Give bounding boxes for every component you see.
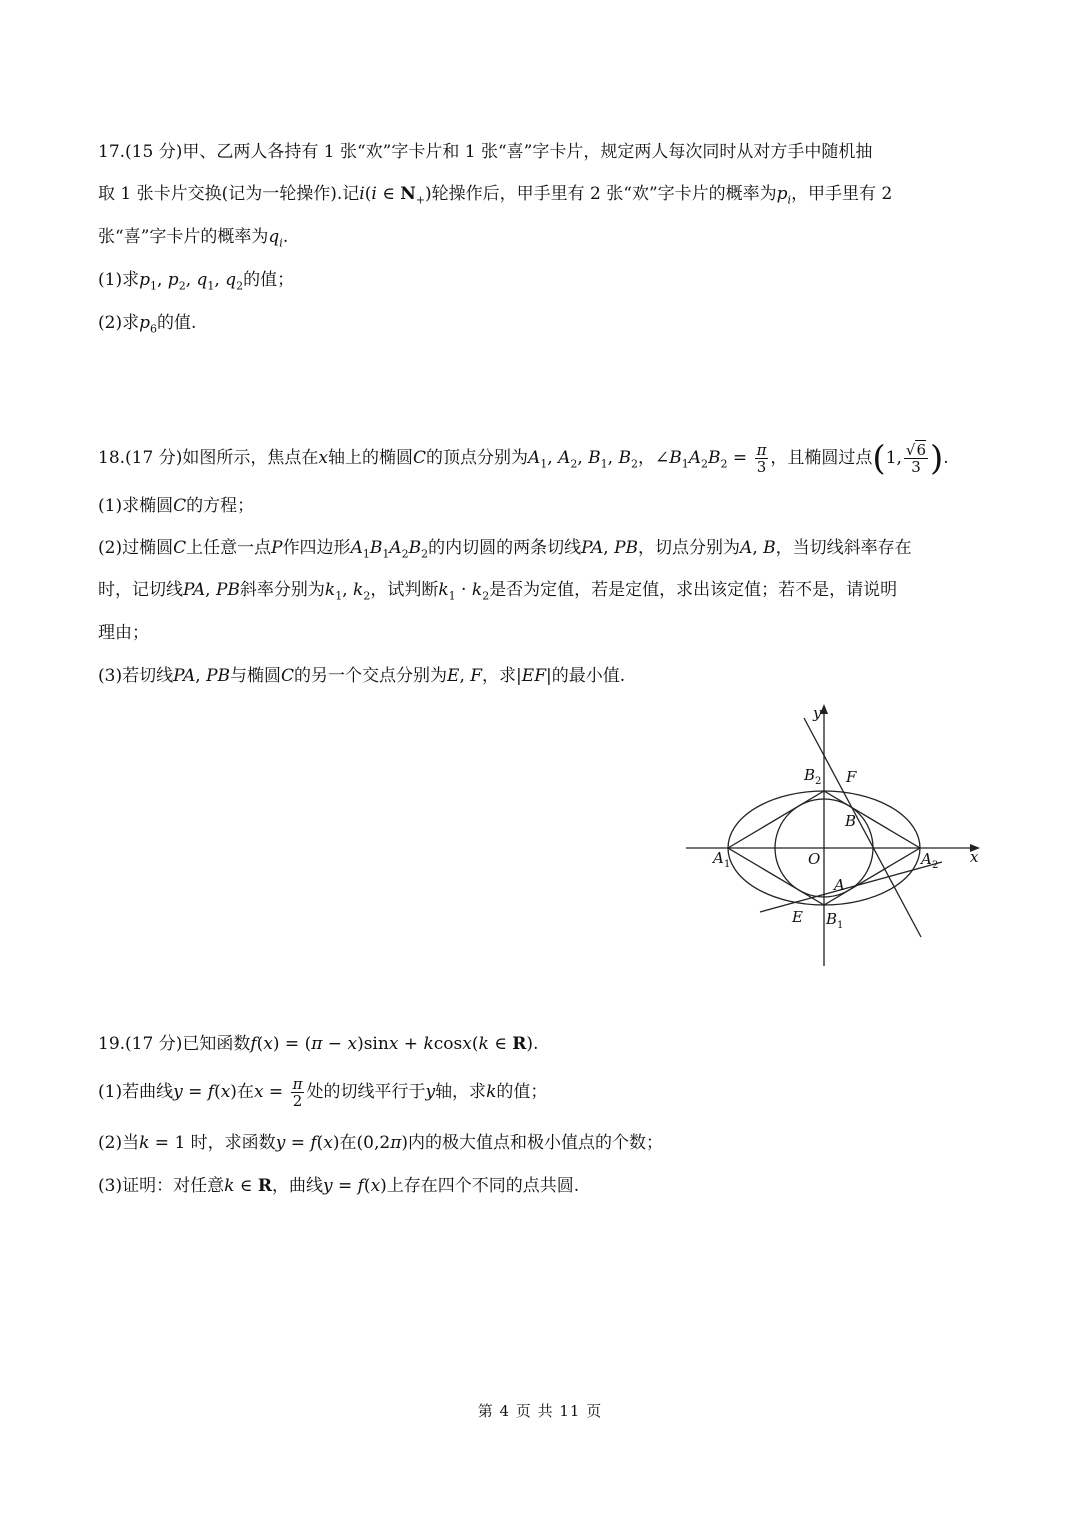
svg-text:F: F bbox=[846, 768, 857, 786]
q19-score: (17 分) bbox=[125, 1034, 183, 1054]
q18-line1: 18.(17 分)如图所示，焦点在x轴上的椭圆C的顶点分别为$A_1$, $A_2$, $B_1$, $B_2$，$\angle B_1A_2B_2$ = $\frac{\pi}{3}$ ，且椭圆过点(1, $\frac{√6}{3}$ ). bbox=[98, 438, 949, 479]
q18-score: (17 分) bbox=[125, 448, 183, 468]
svg-text:1: 1 bbox=[724, 859, 731, 870]
q17-number: 17. bbox=[98, 142, 126, 162]
q17-line2: 取 1 张卡片交换(记为一轮操作).记i(i ∈ $N_+$)轮操作后，甲手里有 2 张“欢”字卡片的概率为$p_i$，甲手里有 2 bbox=[98, 184, 893, 207]
svg-text:x: x bbox=[970, 848, 979, 866]
q19-number: 19. bbox=[98, 1034, 126, 1054]
svg-text:B: B bbox=[845, 812, 857, 830]
svg-text:A: A bbox=[713, 849, 724, 867]
tangent-line-pa bbox=[760, 862, 942, 912]
svg-text:y: y bbox=[813, 704, 822, 722]
q18-part2-line3: 理由； bbox=[98, 623, 149, 643]
q17-line1: 17.(15 分)甲、乙两人各持有 1 张“欢”字卡片和 1 张“喜”字卡片，规定两人每次同时从对方手中随机抽 bbox=[98, 142, 873, 162]
ellipse-figure bbox=[680, 700, 990, 970]
q18-part2: (2)过椭圆C上任意一点P作四边形$A_1B_1A_2B_2$的内切圆的两条切线PA, PB，切点分别为A, B，当切线斜率存在 bbox=[98, 538, 912, 561]
q17-part1: (1)求$p_1$, $p_2$, $q_1$, $q_2$的值； bbox=[98, 270, 295, 293]
svg-text:B: B bbox=[804, 766, 816, 784]
svg-text:1: 1 bbox=[837, 920, 844, 931]
q19-part1: (1)若曲线y = f(x)在x = $\frac{\pi}{2}$ 处的切线平行于y轴，求k的值； bbox=[98, 1075, 548, 1110]
svg-text:2: 2 bbox=[932, 860, 939, 871]
q19-line1: 19.(17 分)已知函数f(x) = (π − x)sinx + kcosx(k ∈ R). bbox=[98, 1034, 539, 1054]
svg-text:O: O bbox=[808, 850, 821, 868]
svg-text:2: 2 bbox=[815, 776, 822, 787]
svg-text:B: B bbox=[826, 910, 838, 928]
svg-text:A: A bbox=[921, 850, 932, 868]
page-footer: 第 4 页 共 11 页 bbox=[477, 1402, 603, 1420]
q17-line3: 张“喜”字卡片的概率为$q_i$. bbox=[98, 227, 289, 250]
q17-part2: (2)求$p_6$的值. bbox=[98, 313, 197, 336]
svg-text:A: A bbox=[834, 876, 845, 894]
q18-part3: (3)若切线PA, PB与椭圆C的另一个交点分别为E, F，求|EF|的最小值. bbox=[98, 666, 626, 686]
svg-text:E: E bbox=[792, 908, 803, 926]
q18-part2-line2: 时，记切线PA, PB斜率分别为$k_1$, $k_2$，试判断$k_1 \cdot k_2$是否为定值，若是定值，求出该定值；若不是，请说明 bbox=[98, 580, 898, 603]
q19-part2: (2)当k = 1 时，求函数y = f(x)在(0,2π)内的极大值点和极小值点的个数； bbox=[98, 1133, 664, 1153]
q17-score: (15 分) bbox=[125, 142, 183, 162]
q18-number: 18. bbox=[98, 448, 126, 468]
q18-part1: (1)求椭圆C的方程； bbox=[98, 496, 255, 516]
q19-part3: (3)证明：对任意k ∈ R，曲线y = f(x)上存在四个不同的点共圆. bbox=[98, 1176, 580, 1196]
